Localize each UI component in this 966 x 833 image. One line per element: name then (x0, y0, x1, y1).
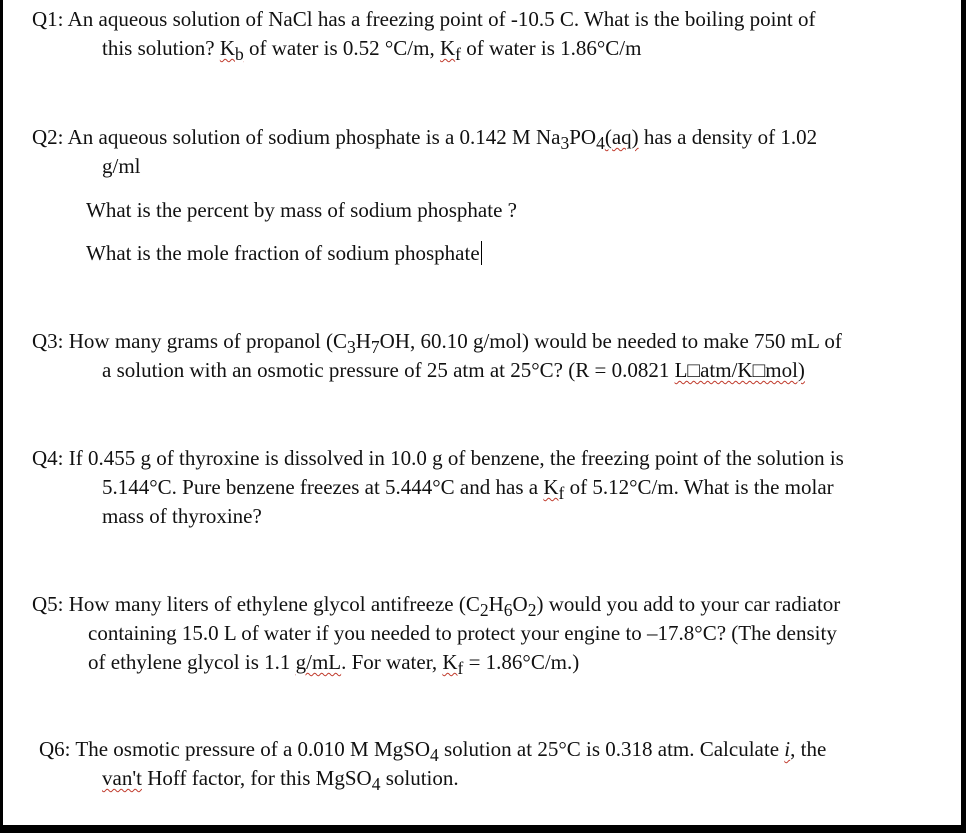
q2-line-1 (32, 123, 817, 158)
q5-gml: g/mL (295, 650, 342, 674)
q6-i-variable: i (784, 737, 791, 761)
kf-symbol: $K_f$ (543, 475, 565, 504)
q6-line-2 (102, 764, 459, 799)
q6-sub-4: 4 (430, 745, 439, 766)
q1-line-1 (32, 5, 816, 34)
q2-part-b[interactable] (86, 239, 482, 268)
q5-sub-2: 2 (479, 600, 489, 621)
q3-sub-7: 7 (370, 337, 380, 358)
q3-line-2 (102, 356, 805, 385)
q4-line-1 (32, 444, 844, 473)
q3-text-1b: H (355, 329, 371, 353)
q2-sub-4: 4 (596, 133, 605, 154)
q5-text-1d: ) would you add to your car radiator (536, 592, 841, 616)
q5-text-1a: Q5: How many liters of ethylene glycol antifreeze (C (32, 592, 480, 616)
q1-text-1: Q1: An aqueous solution of NaCl has a freezing point of -10.5 C. What is the boiling point of (32, 7, 816, 31)
q5-text-3b: . For water, (341, 650, 443, 674)
text-cursor (481, 241, 482, 265)
q5-text-3a: of ethylene glycol is 1.1 (88, 650, 296, 674)
q6-sub-4b: 4 (371, 774, 381, 795)
q2-sub-3: 3 (560, 133, 570, 154)
q2-aq: (aq) (604, 125, 639, 149)
q2-text-2: g/ml (102, 154, 141, 178)
q6-text-2a: Hoff factor, for this MgSO (141, 766, 372, 790)
q5-line-3 (88, 648, 579, 683)
q4-text-3: mass of thyroxine? (102, 504, 262, 528)
q4-text-2a: 5.144°C. Pure benzene freezes at 5.444°C and has a (102, 475, 544, 499)
q5-text-1c: O (512, 592, 528, 616)
q4-line-3 (102, 502, 262, 531)
q5-text-1b: H (488, 592, 504, 616)
document-page (3, 0, 961, 825)
q2-text-1b: PO (569, 125, 597, 149)
q6-vant: van't (102, 766, 142, 790)
q5-line-2 (88, 619, 837, 648)
q2-line-2 (102, 152, 141, 181)
q2-part-a-text: What is the percent by mass of sodium phosphate ? (86, 198, 517, 222)
kf-symbol: $K_f$ (442, 650, 464, 679)
kf-symbol: $K_f$ (439, 36, 461, 65)
q6-text-1c: , the (790, 737, 827, 761)
q1-line-2 (102, 34, 641, 69)
q3-sub-3: 3 (346, 337, 356, 358)
q5-text-3c: = 1.86°C/m.) (463, 650, 580, 674)
q5-sub-6: 6 (503, 600, 513, 621)
q1-text-2a: this solution? (102, 36, 220, 60)
q3-text-2a: a solution with an osmotic pressure of 25 atm at 25°C? (R = 0.0821 (102, 358, 675, 382)
q1-text-2b: of water is 0.52 °C/m, (243, 36, 440, 60)
q5-sub-2b: 2 (527, 600, 537, 621)
q2-text-1a: Q2: An aqueous solution of sodium phosphate is a 0.142 M Na (32, 125, 561, 149)
q5-text-2: containing 15.0 L of water if you needed to protect your engine to –17.8°C? (The density (88, 621, 837, 645)
q6-text-1b: solution at 25°C is 0.318 atm. Calculate (438, 737, 785, 761)
q6-text-2b: solution. (380, 766, 459, 790)
q3-text-1a: Q3: How many grams of propanol (C (32, 329, 347, 353)
kb-symbol: $K_b$ (219, 36, 244, 65)
q6-text-1a: Q6: The osmotic pressure of a 0.010 M MgSO (39, 737, 430, 761)
q1-text-2c: of water is 1.86°C/m (460, 36, 642, 60)
q4-text-2b: of 5.12°C/m. What is the molar (564, 475, 834, 499)
q3-text-1c: OH, 60.10 g/mol) would be needed to make 750 mL of (379, 329, 842, 353)
q4-text-1: Q4: If 0.455 g of thyroxine is dissolved in 10.0 g of benzene, the freezing point of the solution is (32, 446, 844, 470)
q2-text-1c: has a density of 1.02 (638, 125, 818, 149)
q3-units: L□atm/K□mol) (674, 358, 805, 382)
q2-part-b-text: What is the mole fraction of sodium phosphate (86, 241, 480, 265)
q2-part-a (86, 196, 517, 225)
